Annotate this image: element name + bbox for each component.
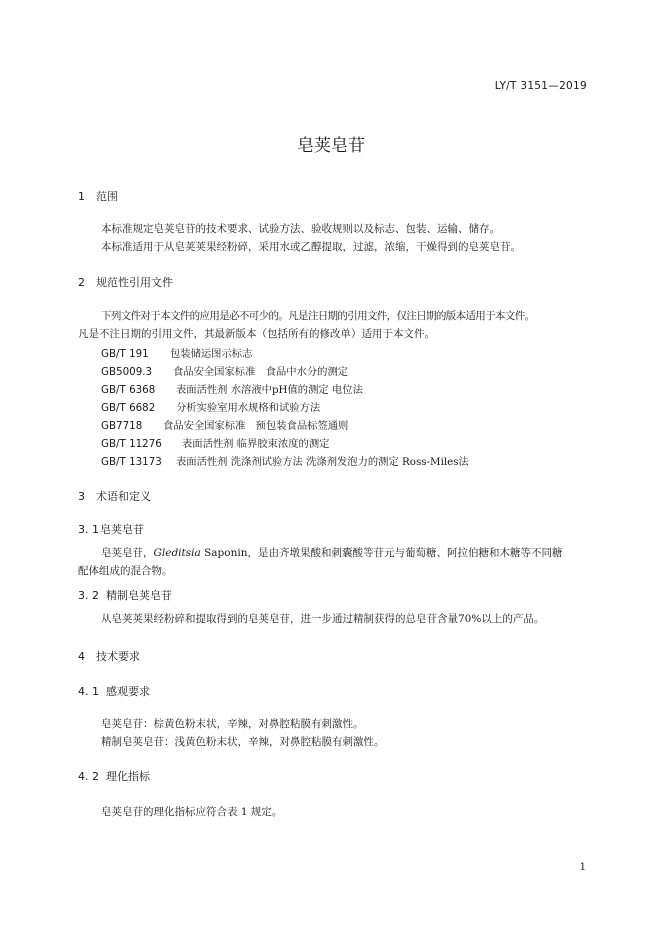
subsection-title: 精制皂荚皂苷 — [106, 589, 172, 602]
reference-code: GB/T 6368 — [101, 384, 156, 396]
section-number: 1 — [78, 190, 85, 203]
section-3-1-paragraph-line-2: 配体组成的混合物。 — [78, 565, 173, 577]
page-number: 1 — [579, 862, 586, 873]
document-title: 皂荚皂苷 — [297, 136, 365, 156]
section-3-2-heading — [78, 587, 172, 603]
subsection-title: 理化指标 — [106, 770, 150, 783]
reference-code: GB/T 191 — [101, 348, 149, 360]
subsection-number: 3. 2 — [78, 589, 99, 602]
section-2-heading — [78, 274, 173, 290]
reference-title: 包装储运图示标志 — [170, 348, 253, 360]
reference-code: GB5009.3 — [101, 366, 153, 378]
section-title: 术语和定义 — [96, 490, 151, 503]
reference-title: 表面活性剂 水溶液中pH值的测定 电位法 — [176, 384, 363, 396]
section-number: 4 — [78, 650, 85, 663]
section-4-1-paragraph-2: 精制皂荚皂苷：浅黄色粉末状，辛辣，对鼻腔粘膜有刺激性。 — [101, 736, 385, 748]
reference-item — [101, 381, 363, 396]
section-number: 2 — [78, 276, 85, 289]
reference-item — [101, 435, 329, 450]
section-2-paragraph-line-2: 凡是不注日期的引用文件，其最新版本（包括所有的修改单）适用于本文件。 — [78, 328, 435, 340]
section-1-paragraph-2: 本标准适用于从皂荚荚果经粉碎，采用水或乙醇提取，过滤，浓缩，干燥得到的皂荚皂苷。 — [101, 241, 521, 253]
section-4-1-heading — [78, 683, 150, 699]
subsection-title: 皂荚皂苷 — [100, 523, 144, 536]
section-title: 规范性引用文件 — [96, 276, 173, 289]
subsection-number: 4. 2 — [78, 770, 99, 783]
section-1-heading — [78, 188, 118, 204]
section-3-1-heading — [78, 521, 144, 537]
section-3-2-paragraph: 从皂荚荚果经粉碎和提取得到的皂荚皂苷，进一步通过精制获得的总皂苷含量70%以上的产品。 — [101, 613, 545, 625]
definition-text: 皂荚皂苷， — [101, 547, 154, 559]
reference-item — [101, 399, 320, 414]
section-title: 技术要求 — [96, 650, 140, 663]
reference-title: 食品安全国家标准 预包装食品标签通则 — [163, 420, 349, 432]
reference-code: GB/T 6682 — [101, 402, 156, 414]
section-4-1-paragraph-1: 皂荚皂苷：棕黄色粉末状，辛辣，对鼻腔粘膜有刺激性。 — [101, 718, 364, 730]
reference-title: 食品安全国家标准 食品中水分的测定 — [173, 366, 349, 378]
section-1-paragraph-1: 本标准规定皂荚皂苷的技术要求、试验方法、验收规则以及标志、包装、运输、储存。 — [101, 223, 500, 235]
section-3-1-paragraph-line-1 — [101, 545, 562, 560]
definition-text: Saponin，是由齐墩果酸和刺囊酸等苷元与葡萄糖、阿拉伯糖和木糖等不同糖 — [200, 547, 563, 559]
reference-item — [101, 363, 348, 378]
section-title: 范围 — [96, 190, 118, 203]
section-4-2-heading — [78, 768, 150, 784]
reference-code: GB/T 13173 — [101, 456, 162, 468]
reference-code: GB/T 11276 — [101, 438, 162, 450]
section-3-heading — [78, 488, 151, 504]
reference-title: 分析实验室用水规格和试验方法 — [176, 402, 321, 414]
section-2-paragraph-line-1: 下列文件对于本文件的应用是必不可少的。凡是注日期的引用文件，仅注日期的版本适用于本文件。 — [101, 310, 535, 322]
reference-item — [101, 417, 348, 432]
standard-code: LY/T 3151—2019 — [494, 80, 587, 92]
reference-item — [101, 453, 469, 468]
section-4-2-paragraph: 皂荚皂苷的理化指标应符合表 1 规定。 — [101, 806, 283, 818]
section-4-heading — [78, 648, 140, 664]
reference-title: 表面活性剂 临界胶束浓度的测定 — [182, 438, 330, 450]
subsection-number: 4. 1 — [78, 685, 99, 698]
subsection-title: 感观要求 — [106, 685, 150, 698]
reference-item — [101, 345, 252, 360]
latin-genus-name: Gleditsia — [153, 547, 201, 559]
reference-title: 表面活性剂 洗涤剂试验方法 洗涤剂发泡力的测定 Ross-Miles法 — [176, 456, 469, 468]
subsection-number: 3. 1 — [78, 523, 99, 536]
reference-code: GB7718 — [101, 420, 143, 432]
section-number: 3 — [78, 490, 85, 503]
